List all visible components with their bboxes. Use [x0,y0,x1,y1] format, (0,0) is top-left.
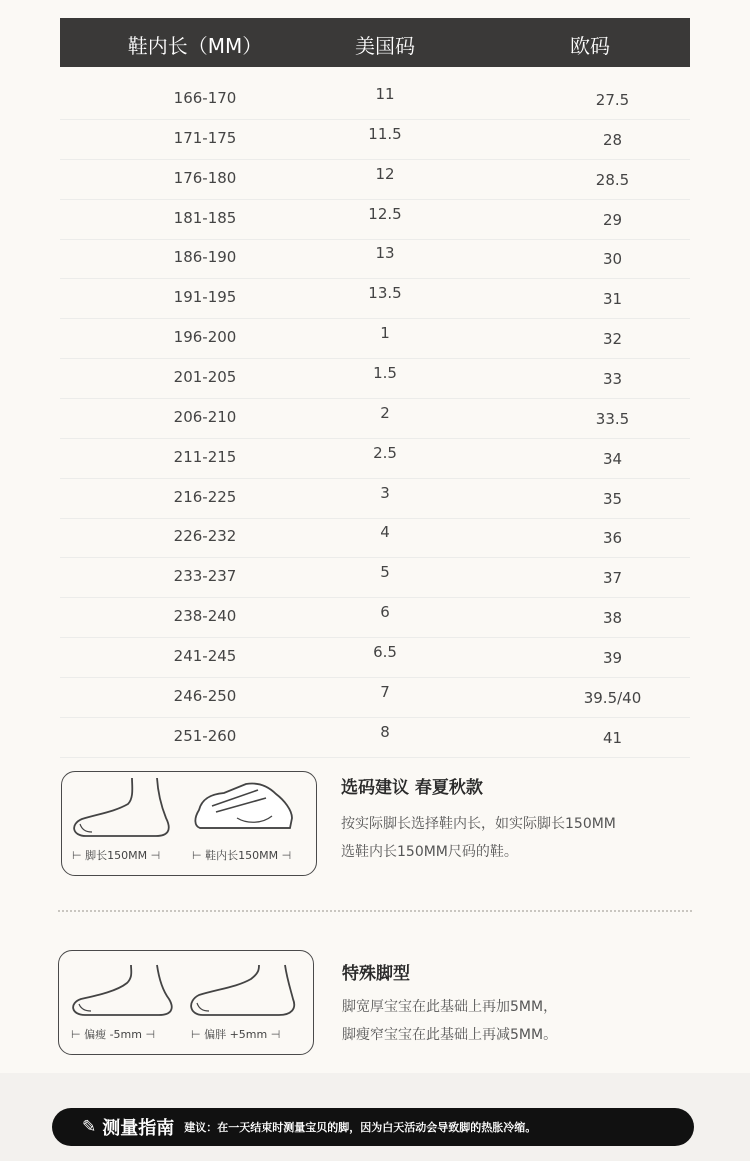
section-divider [58,910,692,912]
eu-size-cell: 36 [602,529,623,548]
table-row [60,119,690,160]
eu-size-cell: 33 [602,369,623,388]
pencil-icon: ✎ [82,1117,97,1137]
us-size-cell: 3 [380,483,390,502]
table-row [60,557,690,598]
table-row [60,438,690,479]
measurement-guide-banner [52,1108,694,1146]
table-row [60,238,690,279]
table-row [60,597,690,638]
special-text [342,993,702,1049]
eu-size-cell: 28 [602,130,623,149]
inner-length-cell: 171-175 [173,128,237,147]
table-row [60,318,690,359]
wide-foot-caption: ⊢ 偏胖 +5mm ⊣ [191,1026,280,1042]
inner-length-cell: 246-250 [173,686,237,705]
us-size-cell: 11 [375,85,395,103]
inner-length-cell: 216-225 [173,487,237,506]
inner-length-cell: 233-237 [173,567,237,586]
special-title: 特殊脚型 [342,964,410,984]
advice-text [341,810,701,866]
inner-length-cell: 226-232 [173,527,237,546]
table-row [60,159,690,200]
us-size-cell: 13 [375,244,395,263]
inner-length-cell: 211-215 [173,447,237,466]
eu-size-cell: 31 [602,290,623,309]
table-row [60,358,690,399]
us-size-cell: 6 [380,603,390,622]
us-size-cell: 1 [380,324,390,343]
table-row [60,717,690,758]
us-size-cell: 11.5 [368,124,402,143]
inner-length-cell: 176-180 [173,168,237,187]
us-size-cell: 2 [380,403,390,422]
inner-length-cell: 201-205 [173,367,237,386]
special-line-1: 脚宽厚宝宝在此基础上再加5MM， [342,999,558,1015]
table-row [60,478,690,519]
us-size-cell: 13.5 [368,284,402,303]
inner-length-cell: 241-245 [173,646,237,665]
inner-length-cell: 251-260 [173,726,237,745]
advice-line-1: 按实际脚长选择鞋内长，如实际脚长150MM [341,816,616,832]
us-size-cell: 5 [380,563,390,582]
foot-length-caption: ⊢ 脚长150MM ⊣ [72,847,160,863]
shoe-length-caption: ⊢ 鞋内长150MM ⊣ [192,847,291,863]
us-size-cell: 4 [380,523,390,542]
us-size-cell: 7 [380,682,390,701]
table-row [60,398,690,439]
eu-size-cell: 41 [602,728,623,747]
us-size-cell: 8 [380,722,390,741]
eu-size-cell: 39.5/40 [583,688,642,707]
eu-size-cell: 39 [602,648,623,667]
size-table-header [60,18,690,67]
inner-length-cell: 238-240 [173,607,237,626]
header-us-size: 美国码 [355,34,415,58]
eu-size-cell: 35 [602,489,623,508]
us-size-cell: 12.5 [368,204,402,223]
table-row [60,637,690,678]
inner-length-cell: 206-210 [173,407,237,426]
eu-size-cell: 32 [602,330,623,349]
table-row [60,517,690,558]
header-eu-size: 欧码 [570,34,610,58]
us-size-cell: 12 [375,164,395,183]
table-row [60,677,690,718]
eu-size-cell: 29 [602,210,623,229]
eu-size-cell: 38 [602,609,623,628]
inner-length-cell: 196-200 [173,328,237,347]
guide-title: 测量指南 [102,1118,175,1139]
guide-text: 建议：在一天结束时测量宝贝的脚，因为白天活动会导致脚的热胀冷缩。 [184,1121,537,1134]
advice-title: 选码建议 春夏秋款 [341,778,483,798]
foot-vs-shoe-illustration [61,771,317,876]
inner-length-cell: 181-185 [173,208,237,227]
thin-foot-caption: ⊢ 偏瘦 -5mm ⊣ [71,1026,155,1042]
header-inner-length: 鞋内长（MM） [127,34,263,58]
advice-line-2: 选鞋内长150MM尺码的鞋。 [341,844,518,860]
inner-length-cell: 191-195 [173,288,237,307]
special-line-2: 脚瘦窄宝宝在此基础上再减5MM。 [342,1027,558,1043]
table-row [60,79,690,120]
eu-size-cell: 34 [602,449,623,468]
table-row [60,278,690,319]
eu-size-cell: 27.5 [595,91,630,109]
eu-size-cell: 37 [602,569,623,588]
us-size-cell: 2.5 [373,443,397,462]
inner-length-cell: 166-170 [173,89,237,107]
eu-size-cell: 30 [602,250,623,269]
table-row [60,199,690,240]
eu-size-cell: 28.5 [595,170,630,189]
eu-size-cell: 33.5 [595,409,630,428]
us-size-cell: 1.5 [373,363,397,382]
us-size-cell: 6.5 [373,642,397,661]
inner-length-cell: 186-190 [173,248,237,267]
special-foot-illustration [58,950,314,1055]
